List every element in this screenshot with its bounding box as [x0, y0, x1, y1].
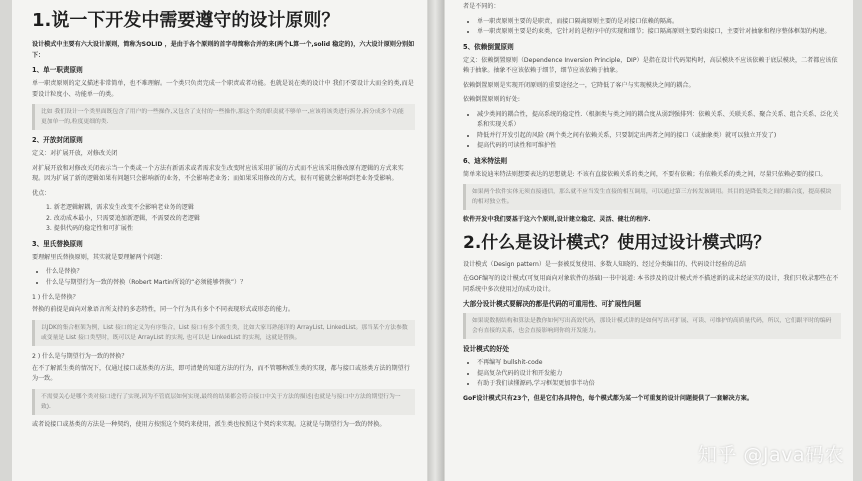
- design-pattern-heading: 大部分设计模式要解决的都是代码的可重用性、可扩展性问题: [463, 300, 642, 308]
- benefits-heading: 设计模式的好处: [463, 345, 510, 353]
- lsp-paragraph-3: 在不了解派生类的情况下，仅通过接口或基类的方法，即可清楚的知道方法的行为，而不管哪种派生类的实现，都与接口或基类方法的期望行为一致。: [32, 364, 410, 382]
- ocp-advantages-label: 优点：: [32, 189, 51, 197]
- lsp-subheading-1: 1 ) 什么是替换？: [32, 294, 79, 301]
- lsp-question-list: [46, 267, 415, 288]
- section-heading-ocp: 2、开放封闭原则: [32, 136, 83, 144]
- lsp-paragraph-2: 替换的前提是面向对象语言所支持的多态特性，同一个行为具有多个不同表现形式或形态的能力。: [32, 306, 295, 313]
- list-item: • 有助于我们读懂源码,学习框架更加事半功倍: [477, 379, 841, 390]
- benefits-list: [477, 358, 841, 390]
- principles-summary: 软件开发中我们要基于这六个原则,设计建立稳定、灵活、健壮的程序.: [463, 216, 651, 223]
- left-page-title: 1.说一下开发中需要遵守的设计原则？: [32, 10, 340, 31]
- left-page: [12, 0, 427, 481]
- lod-paragraph: 简单来说迪米特法则想要表达的思想就是: 不该有直接依赖关系的类之间，不要有依赖；有依赖关系的类之间，尽量只依赖必要的接口。: [463, 170, 827, 178]
- list-item: • 单一职责原则主要是约束类，它针对的是程序中的实现和细节；接口隔离原则主要约束接口，主要针对抽象和程序整体框架的构建。: [477, 27, 841, 38]
- list-item: • 什么是替换？: [46, 267, 415, 278]
- section-heading-lod: 6、迪米特法则: [463, 156, 508, 165]
- watermark-brand: 知乎: [697, 444, 737, 466]
- right-page: [445, 0, 853, 481]
- section-heading-lsp: 3、里氏替换原则: [32, 239, 83, 248]
- design-pattern-definition: 设计模式（Design pattern）是一套被反复使用、多数人知晓的、经过分类编目的、代码设计经验的总结: [463, 260, 747, 268]
- intro-paragraph: 设计模式中主要有六大设计原则，简称为SOLID ，是由于各个原则的首字母简称合并的来(两个L算一个,solid 稳定的)，六大设计原则分别如下：: [32, 41, 415, 59]
- gof-paragraph: 在GOF编写的设计模式(可复用面向对象软件的基础)一书中说道: 本书涉及的设计模式并不描述新的或未经证实的设计，我们只收录那些在不同系统中多次使用过的成功设计。: [463, 275, 839, 293]
- ocp-paragraph: 对扩展开放和对修改关闭表示当一个类或一个方法有新需求或者需求发生改变时应该采用扩展的方式而不应该采用修改原有逻辑的方式来实现。因为扩展了新的逻辑如果有问题只会影响新的业务，不会影响老业务；而如果采用修改的方式，很有可能就会影响到老业务受影响。: [32, 164, 404, 182]
- right-page-title: 2.什么是设计模式？使用过设计模式吗？: [463, 232, 771, 253]
- section-heading-dip: 5、依赖倒置原则: [463, 42, 514, 51]
- list-item: • 提高代码的可读性和可维护性: [477, 141, 841, 152]
- list-item: • 什么是与期望行为一致的替换（Robert Martin所说的“必须能够替换”）？: [46, 278, 415, 289]
- watermark-handle: @Java码农: [743, 444, 844, 466]
- lsp-quote-2: 不需要关心是哪个类对接口进行了实现,因为不管底层如何实现,最终的结果都会符合接口中关于方法的描述(也就是与接口中方法的期望行为一致).: [32, 389, 415, 415]
- design-pattern-quote: 如果说数据结构和算法是教你如何写出高效代码，那设计模式讲的是如何写出可扩展、可读、可维护的高质量代码，所以，它们跟平时的编码会有直接的关系，也会直接影响到你的开发能力。: [463, 313, 841, 339]
- list-item: • 单一职责原则主要的是职责，而接口隔离原则主要的是对接口依赖的隔离。: [477, 17, 841, 28]
- lsp-paragraph-4: 或者说接口或基类的方法是一种契约，使用方按照这个契约来使用，派生类也按照这个契约来实现。这就是与期望行为一致的替换。: [32, 420, 386, 428]
- dip-definition: 定义：依赖倒置原则（Dependence Inversion Principle，DIP）是指在设计代码架构时，高层模块不应该依赖于底层模块，二者都应该依赖于抽象。抽象不应该依赖于细节，细节应该依赖于抽象。: [463, 56, 838, 74]
- isp-comparison-list: [477, 17, 841, 38]
- lod-quote: 如果两个软件实体无须直接通信，那么就不应当发生直接的相互调用，可以通过第三方转发该调用。其目的是降低类之间的耦合度，提高模块的相对独立性。: [463, 184, 841, 210]
- lsp-subheading-2: 2 ) 什么是与期望行为一致的替换？: [32, 352, 128, 360]
- dip-benefits-label: 依赖倒置原则的好处:: [463, 96, 520, 103]
- list-item: 2. 改动成本最小，只需要追加新逻辑，不需要改的老逻辑: [46, 214, 201, 222]
- section-heading-srp: 1、单一职责原则: [32, 66, 83, 74]
- ocp-advantages-list: [46, 203, 415, 235]
- ocp-definition: 定义：对扩展开放，对修改关闭: [32, 150, 118, 157]
- lsp-quote-1: 以JDK的集合框架为例，List 接口的定义为有序集合，List 接口有多个派生类，比如大家耳熟能详的 ArrayList, LinkedList。那当某个方法参数或变量是 List 接口类型时，既可以是 ArrayList 的实现, 也可以是 LinkedList 的实现，这就是替换。: [32, 320, 415, 346]
- list-item: 1. 新老逻辑解耦，需求发生改变不会影响老业务的逻辑: [46, 204, 194, 211]
- book-gutter: [428, 0, 444, 481]
- zhihu-watermark: [698, 440, 844, 467]
- dip-benefits-list: [477, 110, 841, 152]
- lsp-paragraph: 要理解里氏替换原则，其实就是要理解两个问题：: [32, 253, 167, 261]
- list-item: • 降低并行开发引起的风险 (两个类之间有依赖关系，只要制定出两者之间的接口（或抽象类）就可以独立开发了): [477, 131, 841, 142]
- list-item: 3. 提供代码的稳定性和可扩展性: [46, 225, 133, 232]
- srp-quote: 比如 我们设计一个类里面既包含了用户的一些操作,又包含了支付的一些操作,那这个类的职责就不够单一,应该将该类进行拆分,拆分成多个功能更加单一的,粒度更细的类.: [32, 104, 415, 130]
- isp-fragment: 者是不同的：: [463, 3, 500, 10]
- list-item: • 不再编写 bullshit-code: [477, 358, 841, 369]
- list-item: • 减少类间的耦合性，提高系统的稳定性.（根据类与类之间的耦合度从弱到强排列：依赖关系、关联关系、聚合关系、组合关系、泛化关系和实现关系）: [477, 110, 841, 131]
- srp-paragraph: 单一职责原则的定义描述非常简单，也不难理解。一个类只负责完成一个职责或者功能。也就是说在类的设计中 我们不要设计大而全的类,而是要设计粒度小、功能单一的类。: [32, 80, 414, 98]
- dip-paragraph: 依赖倒置原则是实现开闭原则的重要途径之一，它降低了客户与实现模块之间的耦合。: [463, 81, 695, 89]
- list-item: • 提高复杂代码的设计和开发能力: [477, 369, 841, 380]
- gof-summary: GoF设计模式只有23个，但是它们各具特色，每个模式都为某一个可重复的设计问题提供了一套解决方案。: [463, 394, 753, 402]
